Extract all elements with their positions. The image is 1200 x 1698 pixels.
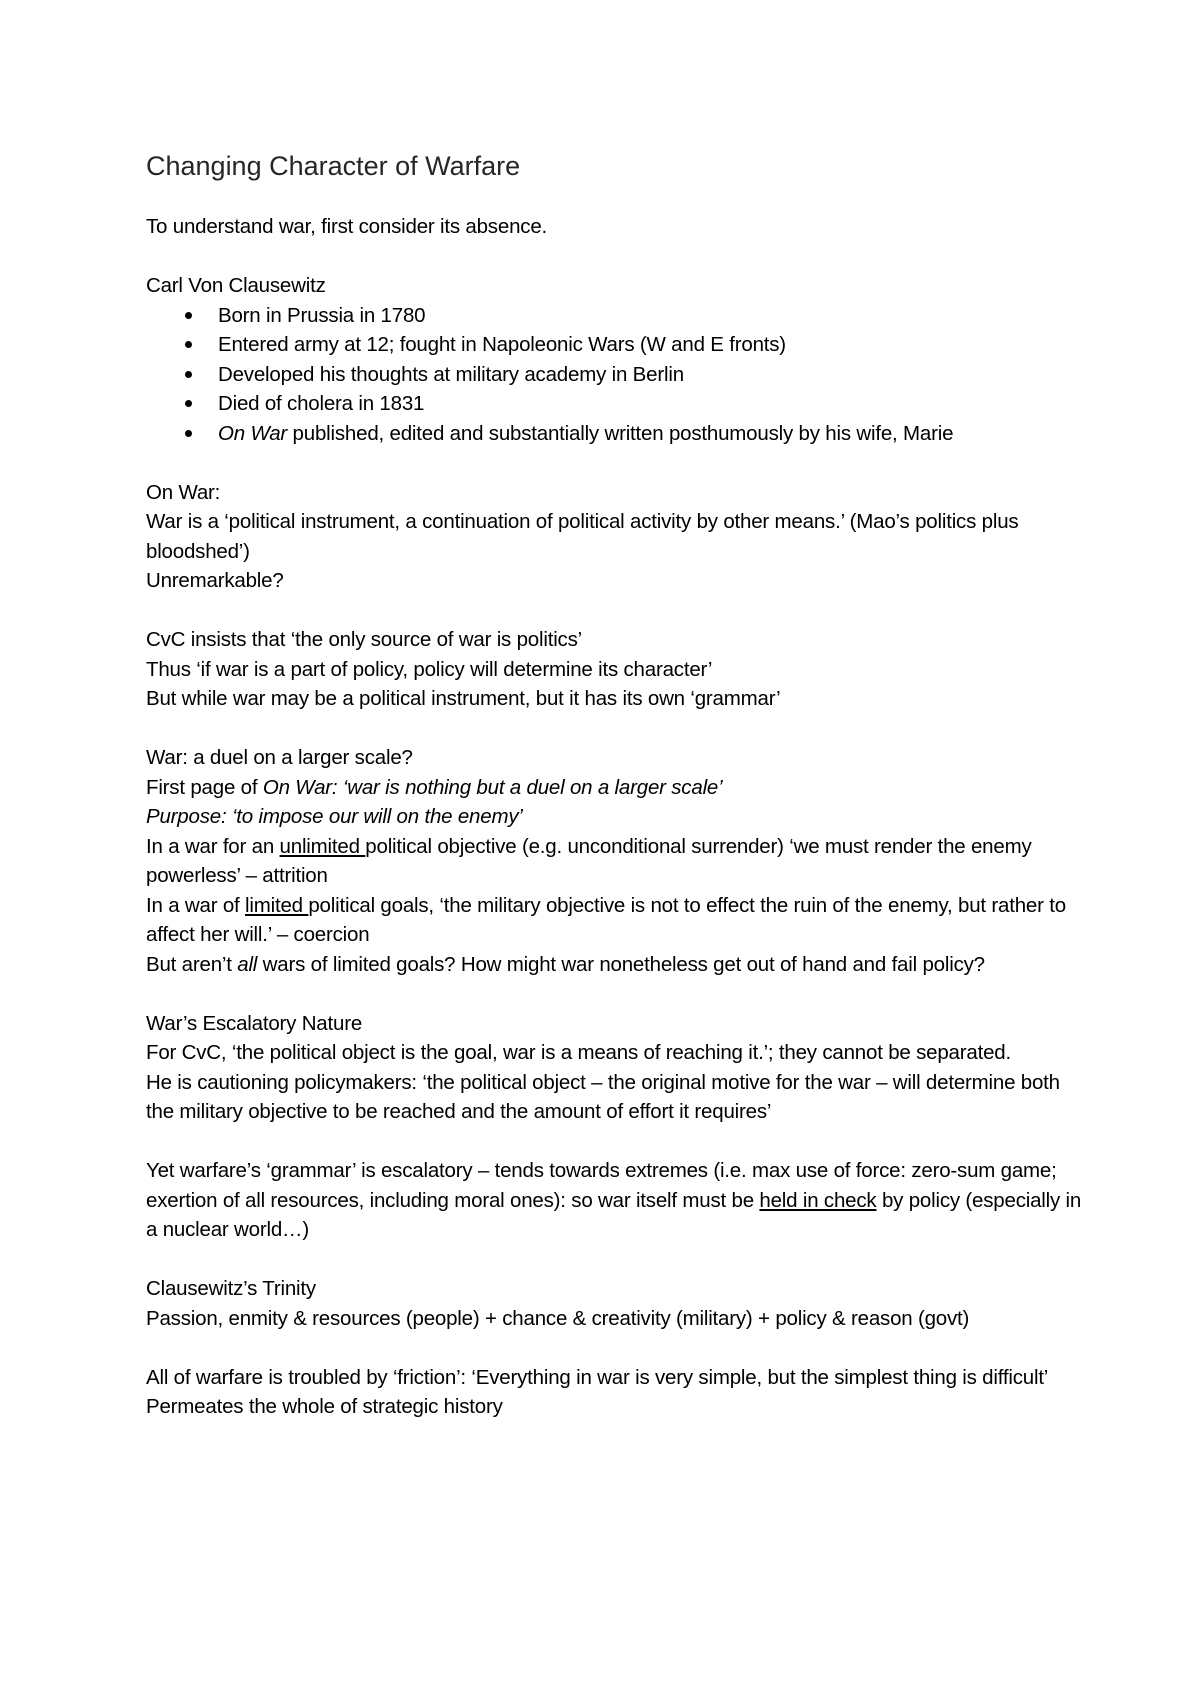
spacer xyxy=(146,596,1086,626)
cvc-line: CvC insists that ‘the only source of war is politics’ xyxy=(146,628,583,651)
bullet-icon xyxy=(185,400,192,407)
bullet-icon xyxy=(185,430,192,437)
escalatory-line: He is cautioning policymakers: ‘the political object – the original motive for the war – will determine both the military objective to be reached and the amount of effort it requires’ xyxy=(146,1070,1060,1123)
friction-line: All of warfare is troubled by ‘friction’: ‘Everything in war is very simple, but the simplest thing is difficult’ xyxy=(146,1365,1049,1389)
list-item: On War published, edited and substantially written posthumously by his wife, Marie xyxy=(146,419,1086,449)
duel-unlimited: In a war for an unlimited political objective (e.g. unconditional surrender) ‘we must render the enemy powerless’ – attrition xyxy=(146,834,1032,887)
spacer xyxy=(146,242,1086,272)
document-page xyxy=(146,148,1086,1422)
friction-line: Permeates the whole of strategic history xyxy=(146,1395,503,1418)
spacer xyxy=(146,714,1086,744)
spacer xyxy=(146,979,1086,1009)
escalatory-line: For CvC, ‘the political object is the goal, war is a means of reaching it.’; they cannot be separated. xyxy=(146,1041,1011,1064)
escalatory-heading: War’s Escalatory Nature xyxy=(146,1011,363,1035)
duel-first-page: First page of On War: ‘war is nothing but a duel on a larger scale’ xyxy=(146,775,723,799)
spacer xyxy=(146,448,1086,478)
book-title: On War xyxy=(218,421,288,445)
on-war-heading: On War: xyxy=(146,480,221,504)
bullet-icon xyxy=(185,341,192,348)
bullet-icon xyxy=(185,312,192,319)
list-item: Died of cholera in 1831 xyxy=(146,389,1086,419)
duel-purpose: Purpose: ‘to impose our will on the enemy’ xyxy=(146,805,523,828)
cvc-line: But while war may be a political instrument, but it has its own ‘grammar’ xyxy=(146,687,781,710)
trinity-line: Passion, enmity & resources (people) + chance & creativity (military) + policy & reason (govt) xyxy=(146,1306,970,1330)
clausewitz-heading: Carl Von Clausewitz xyxy=(146,274,326,297)
intro-line: To understand war, first consider its absence. xyxy=(146,215,548,238)
list-item: Born in Prussia in 1780 xyxy=(146,301,1086,331)
list-item: Entered army at 12; fought in Napoleonic Wars (W and E fronts) xyxy=(146,330,1086,360)
clausewitz-bullet-list xyxy=(146,301,1086,449)
trinity-heading: Clausewitz’s Trinity xyxy=(146,1277,316,1300)
on-war-line: Unremarkable? xyxy=(146,569,284,592)
duel-limited: In a war of limited political goals, ‘the military objective is not to effect the ruin of the enemy, but rather to affect her will.’ – coercion xyxy=(146,893,1066,946)
spacer xyxy=(146,1245,1086,1275)
cvc-line: Thus ‘if war is a part of policy, policy will determine its character’ xyxy=(146,657,713,681)
bullet-icon xyxy=(185,371,192,378)
list-item: Developed his thoughts at military academy in Berlin xyxy=(146,360,1086,390)
duel-all: But aren’t all wars of limited goals? How might war nonetheless get out of hand and fail policy? xyxy=(146,952,985,976)
spacer xyxy=(146,1127,1086,1157)
duel-heading: War: a duel on a larger scale? xyxy=(146,746,413,769)
on-war-line: War is a ‘political instrument, a continuation of political activity by other means.’ (Mao’s politics plus bloodshed’) xyxy=(146,510,1019,563)
spacer xyxy=(146,1333,1086,1363)
page-title: Changing Character of Warfare xyxy=(146,151,521,181)
escalatory-grammar: Yet warfare’s ‘grammar’ is escalatory – tends towards extremes (i.e. max use of force: zero-sum game; exertion of all resources, including moral ones): so war itself must be held in check by policy (especially in a nuclear world…) xyxy=(146,1159,1082,1241)
